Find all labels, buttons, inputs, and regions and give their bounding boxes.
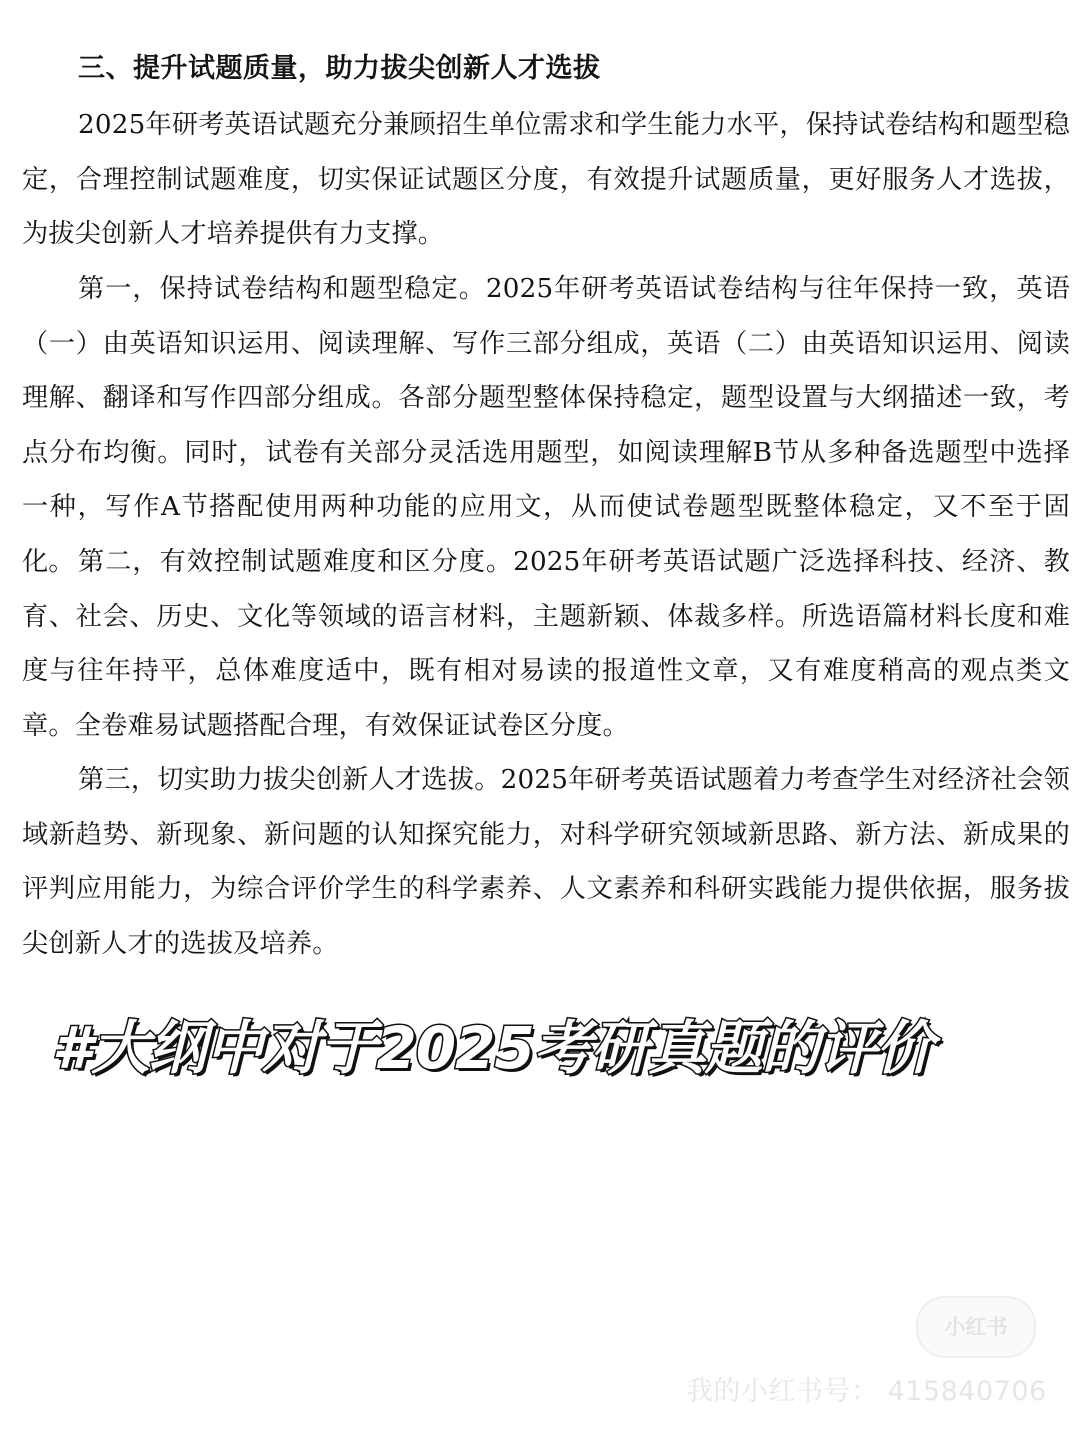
xiaohongshu-logo-watermark: 小红书 (916, 1296, 1036, 1358)
paragraph-intro: 2025年研考英语试题充分兼顾招生单位需求和学生能力水平，保持试卷结构和题型稳定，合理控制试题难度，切实保证试题区分度，有效提升试题质量，更好服务人才选拔，为拔尖创新人才培养提供有力支撑。 (22, 110, 1070, 249)
paragraph-first: 第一，保持试卷结构和题型稳定。2025年研考英语试卷结构与往年保持一致，英语（一）由英语知识运用、阅读理解、写作三部分组成，英语（二）由英语知识运用、阅读理解、翻译和写作四部分组成。各部分题型整体保持稳定，题型设置与大纲描述一致，考点分布均衡。同时，试卷有关部分灵活选用题型，如阅读理解B节从多种备选题型中选择一种，写作A节搭配使用两种功能的应用文，从而使试卷题型既整体稳定，又不至于固化。 (22, 274, 1070, 577)
paragraph-second: 第二，有效控制试题难度和区分度。2025年研考英语试题广泛选择科技、经济、教育、社会、历史、文化等领域的语言材料，主题新颖、体裁多样。所选语篇材料长度和难度与往年持平，总体难度适中，既有相对易读的报道性文章，又有难度稍高的观点类文章。全卷难易试题搭配合理，有效保证试卷区分度。 (22, 547, 1070, 741)
paragraph-third: 第三，切实助力拔尖创新人才选拔。2025年研考英语试题着力考查学生对经济社会领域新趋势、新现象、新问题的认知探究能力，对科学研究领域新思路、新方法、新成果的评判应用能力，为综合评价学生的科学素养、人文素养和科研实践能力提供依据，服务拔尖创新人才的选拔及培养。 (22, 765, 1070, 959)
hashtag-caption: #大纲中对于2025考研真题的评价 (52, 1014, 933, 1082)
account-id-watermark: 我的小红书号： 415840706 (686, 1376, 1047, 1407)
section-heading: 三、提升试题质量，助力拔尖创新人才选拔 (78, 53, 601, 84)
